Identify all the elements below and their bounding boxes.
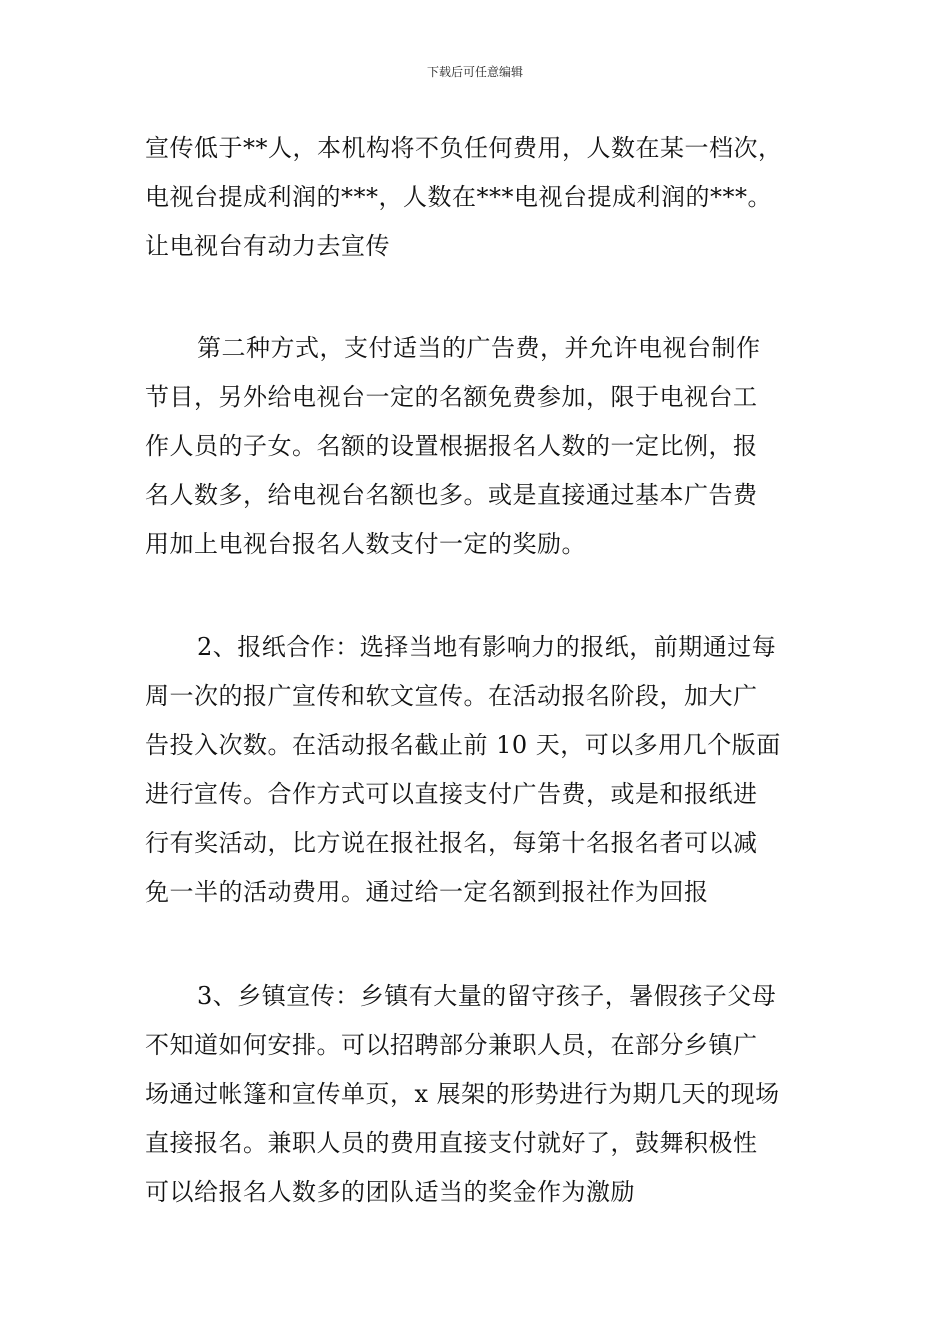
text-line: 告投入次数。在活动报名截止前 10 天，可以多用几个版面 <box>145 731 781 759</box>
paragraph-newspaper-cooperation <box>145 623 810 917</box>
text-line: 用加上电视台报名人数支付一定的奖励。 <box>145 530 586 558</box>
text-line: 直接报名。兼职人员的费用直接支付就好了，鼓舞积极性 <box>145 1129 758 1157</box>
text-line: 节目，另外给电视台一定的名额免费参加，限于电视台工 <box>145 383 758 411</box>
text-line: 周一次的报广宣传和软文宣传。在活动报名阶段，加大广 <box>145 682 758 710</box>
text-line: 场通过帐篷和宣传单页，x 展架的形势进行为期几天的现场 <box>145 1080 780 1108</box>
text-line: 2、报纸合作：选择当地有影响力的报纸，前期通过每 <box>197 633 777 661</box>
text-line: 让电视台有动力去宣传 <box>145 232 390 260</box>
text-line: 电视台提成利润的***，人数在***电视台提成利润的***。 <box>145 183 772 211</box>
text-line: 第二种方式，支付适当的广告费，并允许电视台制作 <box>197 334 761 362</box>
text-line: 免一半的活动费用。通过给一定名额到报社作为回报 <box>145 878 709 906</box>
paragraph-tv-commission <box>145 124 810 271</box>
text-line: 名人数多，给电视台名额也多。或是直接通过基本广告费 <box>145 481 758 509</box>
text-line: 进行宣传。合作方式可以直接支付广告费，或是和报纸进 <box>145 780 758 808</box>
page-header: 下载后可任意编辑 <box>426 65 523 79</box>
text-line: 不知道如何安排。可以招聘部分兼职人员，在部分乡镇广 <box>145 1031 758 1059</box>
text-line: 作人员的子女。名额的设置根据报名人数的一定比例，报 <box>145 432 758 460</box>
text-line: 行有奖活动，比方说在报社报名，每第十名报名者可以减 <box>145 829 758 857</box>
paragraph-tv-second-method <box>145 324 810 569</box>
text-line: 可以给报名人数多的团队适当的奖金作为激励 <box>145 1178 635 1206</box>
text-line: 宣传低于**人，本机构将不负任何费用，人数在某一档次， <box>145 134 783 162</box>
paragraph-township-promotion <box>145 972 810 1217</box>
text-line: 3、乡镇宣传：乡镇有大量的留守孩子，暑假孩子父母 <box>197 982 777 1010</box>
